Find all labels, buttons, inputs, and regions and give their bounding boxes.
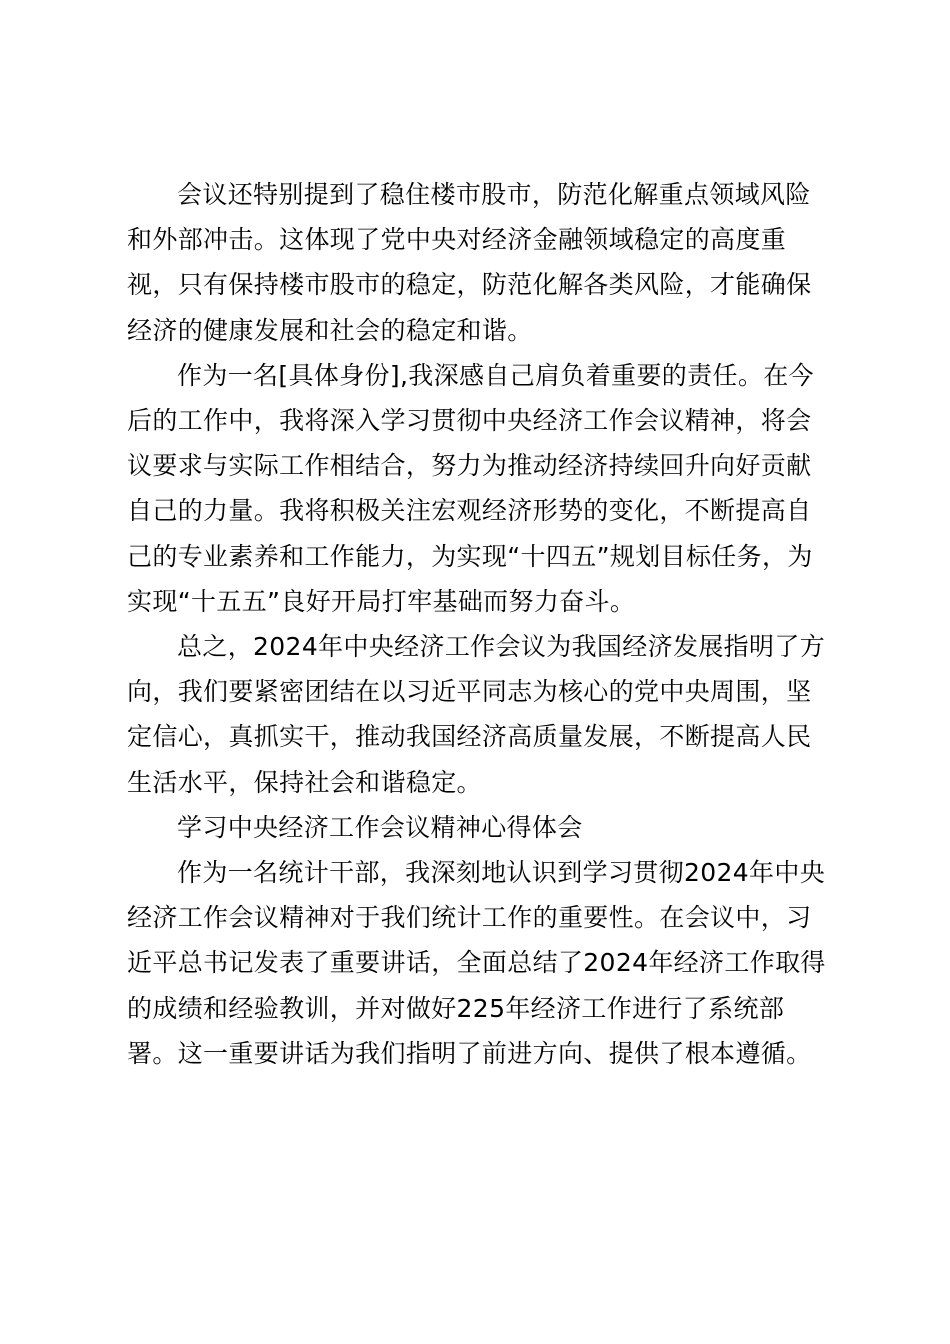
paragraph-personal-responsibility: 作为一名[具体身份],我深感自己肩负着重要的责任。在今后的工作中，我将深入学习贯彻中央经济工作会议精神，将会议要求与实际工作相结合，努力为推动经济持续回升向好贡献自己的力量。我将积极关注宏观经济形势的变化，不断提高自己的专业素养和工作能力，为实现“十四五”规划目标任务，为实现“十五五”良好开局打牢基础而努力奋斗。 xyxy=(127,360,814,616)
paragraph-statistics-cadre: 作为一名统计干部，我深刻地认识到学习贯彻2024年中央经济工作会议精神对于我们统计工作的重要性。在会议中，习近平总书记发表了重要讲话，全面总结了2024年经济工作取得的成绩和经验教训，并对做好225年经济工作进行了系统部署。这一重要讲话为我们指明了前进方向、提供了根本遵循。 xyxy=(127,858,826,1068)
paragraph-conclusion: 总之，2024年中央经济工作会议为我国经济发展指明了方向，我们要紧密团结在以习近平同志为核心的党中央周围，坚定信心，真抓实干，推动我国经济高质量发展，不断提高人民生活水平，保持社会和谐稳定。 xyxy=(127,632,826,797)
document-body xyxy=(127,172,827,1076)
section-title: 学习中央经济工作会议精神心得体会 xyxy=(177,812,583,842)
paragraph-stabilize-markets: 会议还特别提到了稳住楼市股市，防范化解重点领域风险和外部冲击。这体现了党中央对经济金融领域稳定的高度重视，只有保持楼市股市的稳定，防范化解各类风险，才能确保经济的健康发展和社会的稳定和谐。 xyxy=(127,180,812,345)
